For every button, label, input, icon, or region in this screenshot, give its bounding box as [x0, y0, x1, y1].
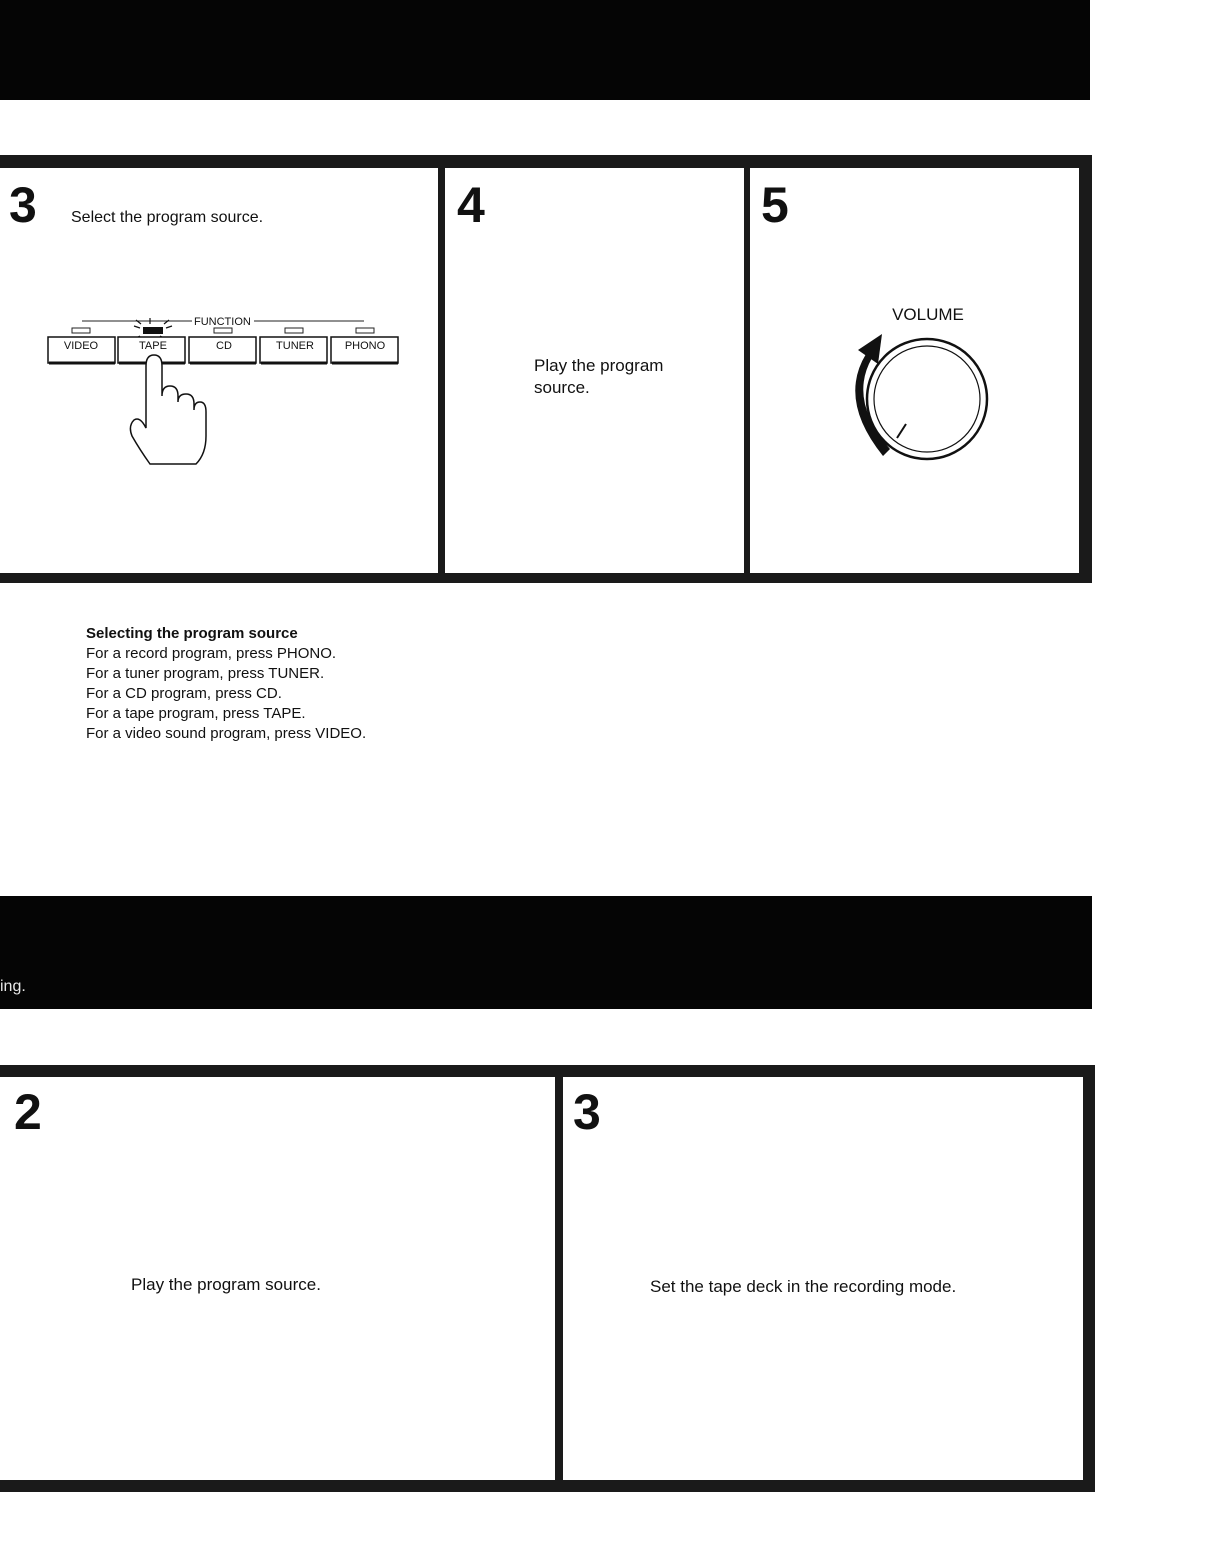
function-selector-illustration	[0, 168, 438, 573]
bottom-step2-instruction: Play the program source.	[131, 1275, 321, 1294]
bottom-step3-instruction: Set the tape deck in the recording mode.	[650, 1277, 957, 1296]
function-button-tuner-label: TUNER	[276, 340, 314, 352]
function-button-phono[interactable]	[331, 337, 398, 363]
step4-panel	[445, 168, 744, 573]
function-label: FUNCTION	[194, 316, 251, 328]
top-header-bar	[0, 0, 1090, 100]
step3-instruction: Select the program source.	[71, 209, 264, 226]
bottom-step3-panel	[563, 1077, 1083, 1480]
volume-label: VOLUME	[892, 305, 964, 324]
notes-line: For a CD program, press CD.	[86, 685, 282, 702]
notes-line: For a video sound program, press VIDEO.	[86, 725, 367, 742]
step3-number: 3	[9, 177, 37, 233]
section-bar-fragment: ing.	[0, 978, 26, 995]
step4-number: 4	[457, 177, 485, 233]
function-button-cd[interactable]	[189, 337, 256, 363]
step3-panel	[0, 168, 438, 573]
step5-number: 5	[761, 177, 789, 233]
function-button-cd-label: CD	[216, 340, 232, 352]
volume-illustration	[750, 168, 1079, 573]
notes-line: For a tape program, press TAPE.	[86, 705, 306, 722]
function-button-video[interactable]	[48, 337, 115, 363]
step4-instruction: Play the program source.	[534, 356, 664, 398]
section-header-bar	[0, 896, 1092, 1009]
function-button-video-label: VIDEO	[63, 340, 99, 352]
bottom-step2-number: 2	[14, 1084, 42, 1140]
notes-line: For a tuner program, press TUNER.	[86, 665, 325, 682]
volume-knob-icon	[867, 339, 987, 459]
selecting-source-notes	[86, 624, 366, 744]
step5-panel	[750, 168, 1079, 573]
function-button-tape-label: TAPE	[139, 340, 167, 352]
bottom-step3-number: 3	[573, 1084, 601, 1140]
notes-heading: Selecting the program source	[86, 625, 298, 642]
function-button-tuner[interactable]	[260, 337, 327, 363]
notes-line: For a record program, press PHONO.	[86, 645, 337, 662]
function-button-phono-label: PHONO	[344, 340, 386, 352]
bottom-step2-panel	[0, 1077, 555, 1480]
pointing-hand-icon	[130, 355, 206, 464]
